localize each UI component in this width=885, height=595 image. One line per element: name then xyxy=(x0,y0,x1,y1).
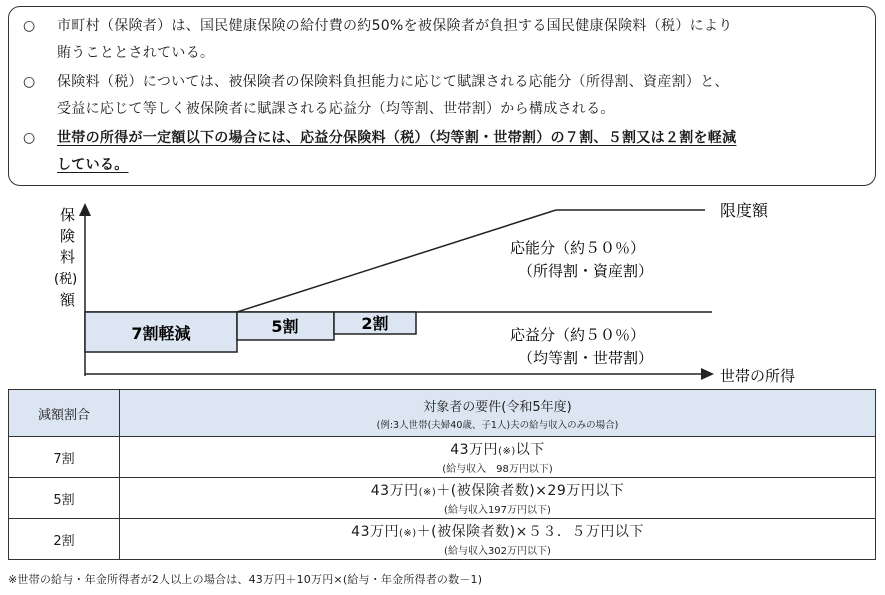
table-row xyxy=(9,519,876,560)
benefit-sub-label: （均等割・世帯割） xyxy=(518,349,654,367)
table-row xyxy=(9,437,876,478)
rate-cell: 5割 xyxy=(9,478,120,519)
y-axis-arrow-icon xyxy=(79,203,91,216)
summary-item-3-line-2: している。 xyxy=(57,157,129,173)
benefit-label: 応益分（約５０％） xyxy=(510,326,646,344)
table-row xyxy=(9,478,876,519)
footnote: ※世帯の給与・年金所得者が2人以上の場合は、43万円＋10万円×(給与・年金所得者の数－1) xyxy=(8,573,483,586)
table-header-row xyxy=(9,390,876,437)
requirement-formula: 以下 xyxy=(515,442,545,458)
requirement-main xyxy=(120,439,875,459)
requirement-formula: ＋(被保険者数)×29万円以下 xyxy=(436,483,625,499)
header-requirements-example: (例:3人世帯(夫婦40歳、子1人)夫の給与収入のみの場合) xyxy=(376,419,619,431)
reduction-requirements-table xyxy=(8,389,876,560)
y-axis-label-4: (税) xyxy=(54,272,78,287)
requirement-note-mark: (※) xyxy=(498,446,516,457)
y-axis-label-3: 料 xyxy=(60,248,76,266)
header-reduction-rate: 減額割合 xyxy=(9,390,120,437)
summary-item-2-line-2: 受益に応じて等しく被保険者に賦課される応益分（均等割、世帯割）から構成される。 xyxy=(57,101,615,117)
bullet-circle-icon: ○ xyxy=(23,18,36,34)
requirement-note-mark: (※) xyxy=(418,487,437,498)
limit-label: 限度額 xyxy=(720,201,769,220)
bullet-circle-icon: ○ xyxy=(23,74,36,90)
summary-item-1-line-2: 賄うこととされている。 xyxy=(57,45,215,61)
x-axis-arrow-icon xyxy=(701,368,714,380)
ability-label: 応能分（約５０％） xyxy=(510,239,646,257)
summary-item-2-line-1: 保険料（税）については、被保険者の保険料負担能力に応じて賦課される応能分（所得割、資産割）と、 xyxy=(57,74,729,90)
requirement-salary: (給与収入302万円以下) xyxy=(444,546,551,557)
requirement-cell xyxy=(120,519,876,560)
requirement-base-amount: 43万円 xyxy=(351,524,399,540)
summary-item-3-line-1: 世帯の所得が一定額以下の場合には、応益分保険料（税）（均等割・世帯割）の７割、５割又は２割を軽減 xyxy=(57,130,737,146)
requirement-formula: ＋(被保険者数)×５３．５万円以下 xyxy=(416,524,644,540)
requirement-cell xyxy=(120,478,876,519)
rate-cell: 7割 xyxy=(9,437,120,478)
ability-sub-label: （所得割・資産割） xyxy=(518,262,654,280)
rate-cell: 2割 xyxy=(9,519,120,560)
bullet-circle-icon: ○ xyxy=(23,130,36,146)
reduction-label-70: 7割軽減 xyxy=(131,324,191,343)
header-requirements-title: 対象者の要件(令和5年度) xyxy=(423,399,572,415)
y-axis-label-5: 額 xyxy=(60,291,76,309)
reduction-label-50: 5割 xyxy=(271,317,299,336)
summary-item-1-line-1: 市町村（保険者）は、国民健康保険の給付費の約50%を被保険者が負担する国民健康保険料（税）により xyxy=(57,18,733,34)
requirement-salary: (給与収入197万円以下) xyxy=(444,505,551,516)
requirement-main xyxy=(120,521,875,541)
y-axis-label-2: 険 xyxy=(60,227,76,245)
y-axis-label-1: 保 xyxy=(60,206,76,224)
header-requirements xyxy=(120,390,876,437)
x-axis-label: 世帯の所得 xyxy=(720,367,796,385)
requirement-main xyxy=(120,480,875,500)
requirement-base-amount: 43万円 xyxy=(370,483,419,499)
requirement-cell xyxy=(120,437,876,478)
requirement-note-mark: (※) xyxy=(398,528,417,539)
requirement-salary: (給与収入 98万円以下) xyxy=(442,464,553,475)
requirement-base-amount: 43万円 xyxy=(450,442,499,458)
reduction-label-20: 2割 xyxy=(361,314,389,333)
ability-slope-line xyxy=(237,210,556,312)
